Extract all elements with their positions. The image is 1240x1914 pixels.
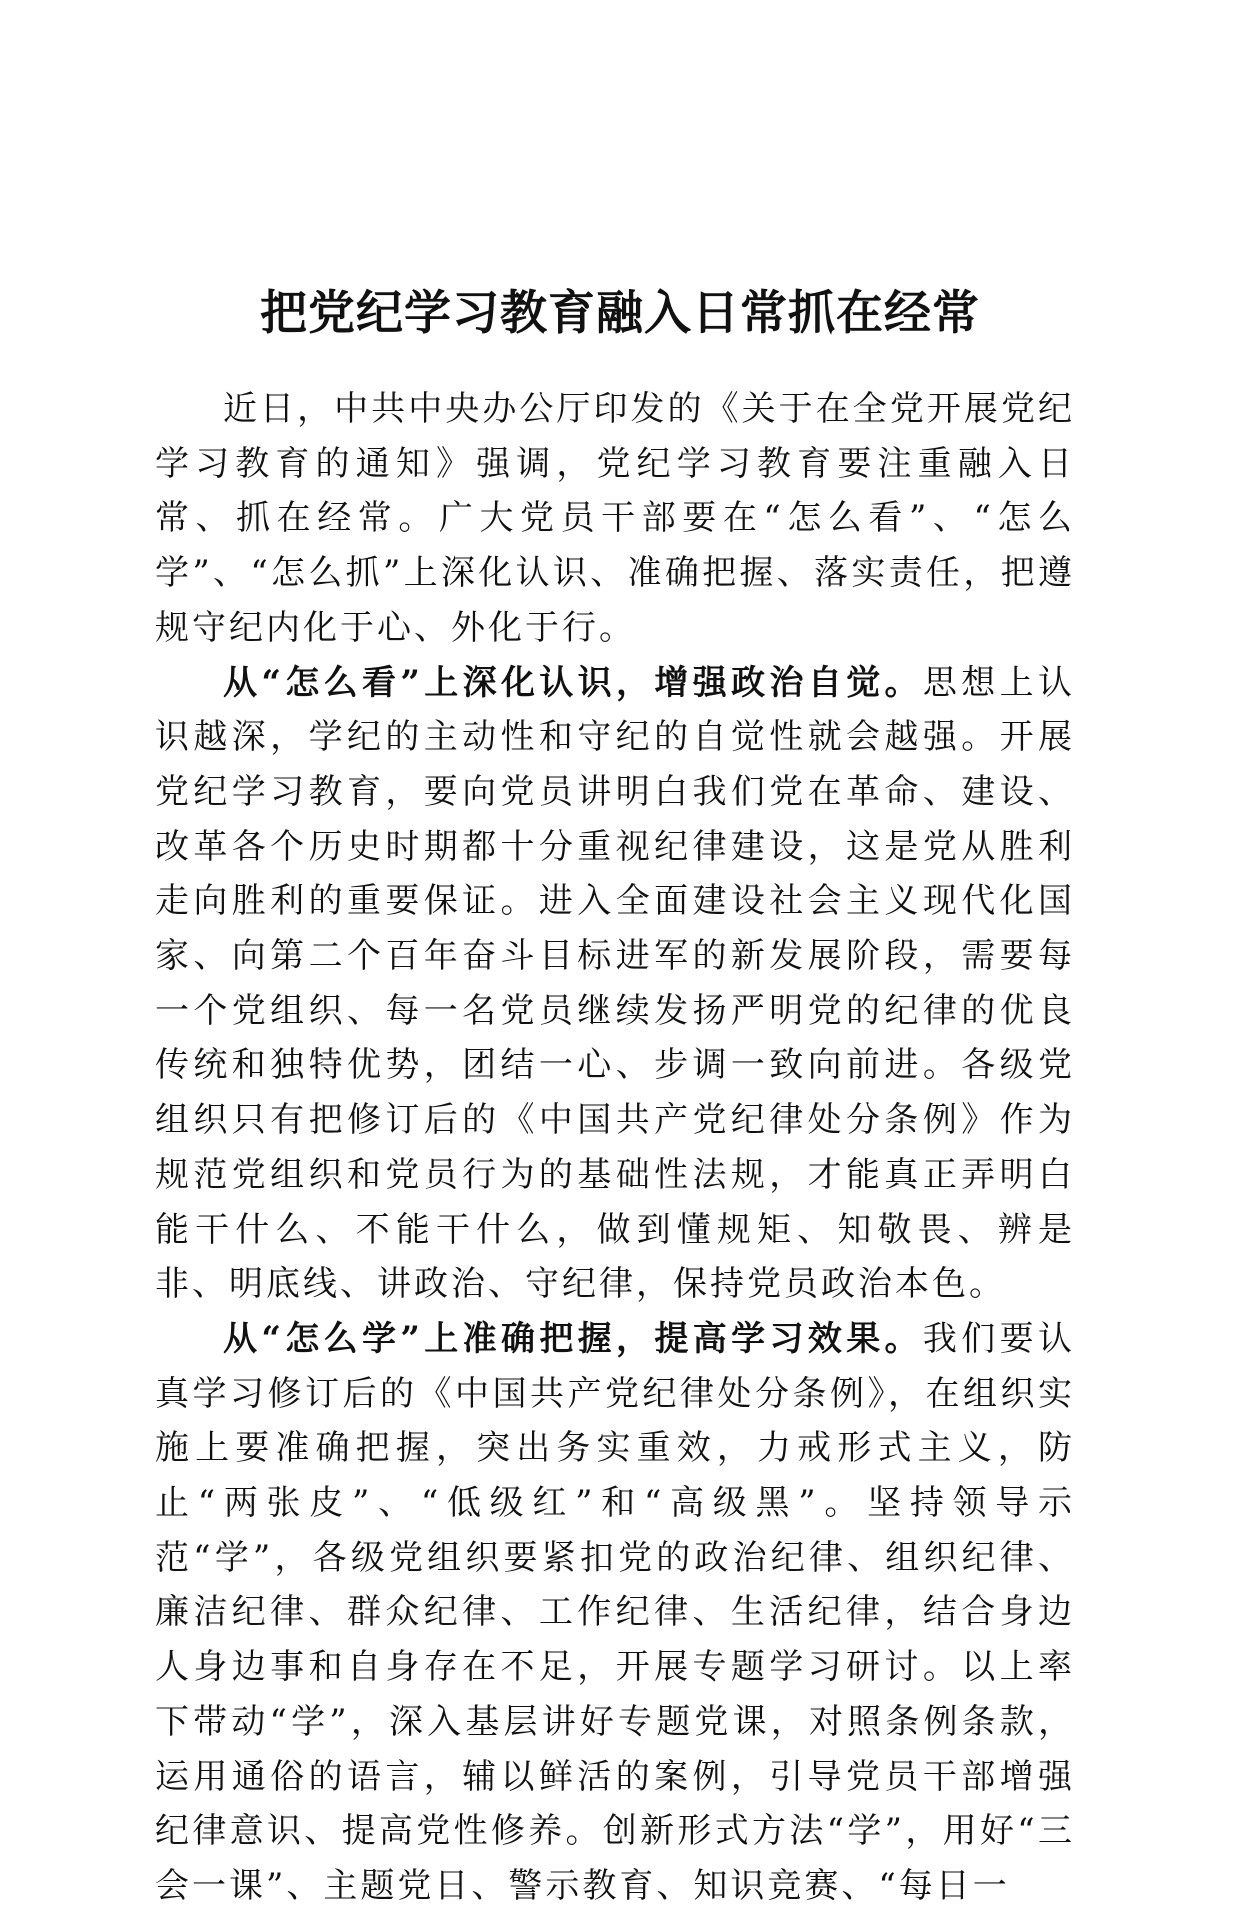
document-body bbox=[155, 382, 1075, 1914]
paragraph-text: 我们要认真学习修订后的《中国共产党纪律处分条例》，在组织实施上要准确把握，突出务实重效，力戒形式主义，防止“两张皮”、“低级红”和“高级黑”。坚持领导示范“学”，各级党组织要紧扣党的政治纪律、组织纪律、廉洁纪律、群众纪律、工作纪律、生活纪律，结合身边人身边事和自身存在不足，开展专题学习研讨。以上率下带动“学”，深入基层讲好专题党课，对照条例条款，运用通俗的语言，辅以鲜活的案例，引导党员干部增强纪律意识、提高党性修养。创新形式方法“学”，用好“三会一课”、主题党日、警示教育、知识竞赛、“每日一 bbox=[155, 1318, 1075, 1906]
paragraph-text: 思想上认识越深，学纪的主动性和守纪的自觉性就会越强。开展党纪学习教育，要向党员讲明白我们党在革命、建设、改革各个历史时期都十分重视纪律建设，这是党从胜利走向胜利的重要保证。进入全面建设社会主义现代化国家、向第二个百年奋斗目标进军的新发展阶段，需要每一个党组织、每一名党员继续发扬严明党的纪律的优良传统和独特优势，团结一心、步调一致向前进。各级党组织只有把修订后的《中国共产党纪律处分条例》作为规范党组织和党员行为的基础性法规，才能真正弄明白能干什么、不能干什么，做到懂规矩、知敬畏、辨是非、明底线、讲政治、守纪律，保持党员政治本色。 bbox=[155, 662, 1075, 1305]
paragraph-lead: 从“怎么学”上准确把握，提高学习效果。 bbox=[223, 1318, 923, 1359]
paragraph-text: 近日，中共中央办公厅印发的《关于在全党开展党纪学习教育的通知》强调，党纪学习教育要注重融入日常、抓在经常。广大党员干部要在“怎么看”、“怎么学”、“怎么抓”上深化认识、准确把握、落实责任，把遵规守纪内化于心、外化于行。 bbox=[155, 389, 1075, 648]
document-title: 把党纪学习教育融入日常抓在经常 bbox=[260, 286, 980, 342]
paragraph-how-to-learn bbox=[155, 1312, 1075, 1914]
paragraph-lead: 从“怎么看”上深化认识，增强政治自觉。 bbox=[223, 662, 923, 703]
paragraph-intro bbox=[155, 382, 1075, 656]
paragraph-how-to-view bbox=[155, 656, 1075, 1312]
